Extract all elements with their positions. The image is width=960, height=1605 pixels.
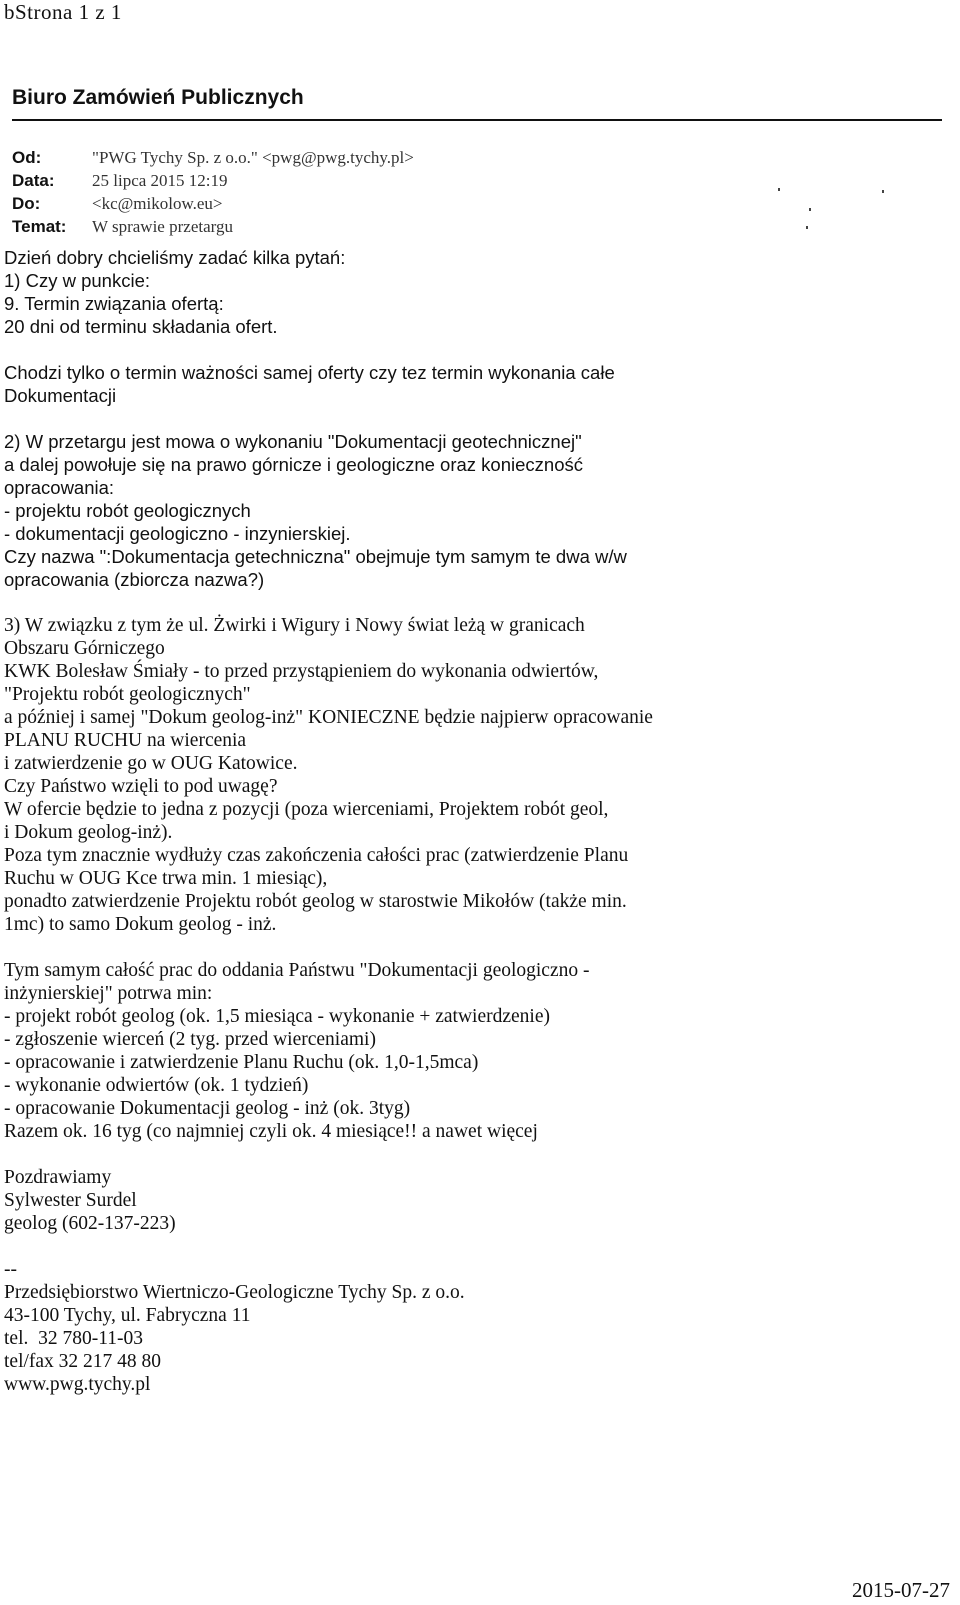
org-title: Biuro Zamówień Publicznych xyxy=(12,86,304,109)
scan-speck xyxy=(806,226,808,229)
page-header: bStrona 1 z 1 xyxy=(4,0,122,24)
body-line: a dalej powołuje się na prawo górnicze i geologiczne oraz konieczność xyxy=(4,454,583,475)
scan-speck xyxy=(882,190,884,193)
body-line: - projektu robót geologicznych xyxy=(4,500,251,521)
body-line: Obszaru Górniczego xyxy=(4,638,165,659)
body-line: 1mc) to samo Dokum geolog - inż. xyxy=(4,914,277,935)
body-line xyxy=(4,936,934,959)
body-line xyxy=(4,407,934,430)
date-value: 25 lipca 2015 12:19 xyxy=(92,171,228,190)
body-line: -- xyxy=(4,1259,17,1280)
from-value: "PWG Tychy Sp. z o.o." <pwg@pwg.tychy.pl> xyxy=(92,148,414,167)
to-label: Do: xyxy=(12,194,41,213)
body-line: Pozdrawiamy xyxy=(4,1167,112,1188)
email-body xyxy=(4,246,934,1396)
body-line: Czy nazwa ":Dokumentacja getechniczna" obejmuje tym samym te dwa w/w xyxy=(4,546,627,567)
body-line: 20 dni od terminu składania ofert. xyxy=(4,316,278,337)
body-line: W ofercie będzie to jedna z pozycji (poza wierceniami, Projektem robót geol, xyxy=(4,799,609,820)
body-line: Razem ok. 16 tyg (co najmniej czyli ok. 4 miesiące!! a nawet więcej xyxy=(4,1121,538,1142)
body-line: - zgłoszenie wierceń (2 tyg. przed wierceniami) xyxy=(4,1029,376,1050)
body-line: www.pwg.tychy.pl xyxy=(4,1374,151,1395)
to-value: <kc@mikolow.eu> xyxy=(92,194,223,213)
body-line: ponadto zatwierdzenie Projektu robót geolog w starostwie Mikołów (także min. xyxy=(4,891,627,912)
body-line: Tym samym całość prac do oddania Państwu "Dokumentacji geologiczno - xyxy=(4,960,590,981)
body-line: - dokumentacji geologiczno - inzynierskiej. xyxy=(4,523,351,544)
body-line: Ruchu w OUG Kce trwa min. 1 miesiąc), xyxy=(4,868,328,889)
to-row xyxy=(12,192,414,215)
from-label: Od: xyxy=(12,148,42,167)
body-line: KWK Bolesław Śmiały - to przed przystąpieniem do wykonania odwiertów, xyxy=(4,661,599,682)
body-line: - opracowanie i zatwierdzenie Planu Ruchu (ok. 1,0-1,5mca) xyxy=(4,1052,479,1073)
body-line: opracowania: xyxy=(4,477,115,498)
subject-value: W sprawie przetargu xyxy=(92,217,233,236)
body-line: Czy Państwo wzięli to pod uwagę? xyxy=(4,776,278,797)
email-header xyxy=(12,146,414,238)
body-line: 1) Czy w punkcie: xyxy=(4,270,150,291)
body-line: 2) W przetargu jest mowa o wykonaniu "Dokumentacji geotechnicznej" xyxy=(4,431,582,452)
subject-label: Temat: xyxy=(12,217,67,236)
body-line: - wykonanie odwiertów (ok. 1 tydzień) xyxy=(4,1075,309,1096)
body-line: i Dokum geolog-inż). xyxy=(4,822,173,843)
body-line: Chodzi tylko o termin ważności samej oferty czy tez termin wykonania całe xyxy=(4,362,615,383)
body-line: - projekt robót geolog (ok. 1,5 miesiąca - wykonanie + zatwierdzenie) xyxy=(4,1006,550,1027)
date-row xyxy=(12,169,414,192)
from-row xyxy=(12,146,414,169)
body-line: "Projektu robót geologicznych" xyxy=(4,684,251,705)
body-line: Dzień dobry chcieliśmy zadać kilka pytań: xyxy=(4,247,346,268)
date-label: Data: xyxy=(12,171,55,190)
body-line: Przedsiębiorstwo Wiertniczo-Geologiczne Tychy Sp. z o.o. xyxy=(4,1282,465,1303)
scan-speck xyxy=(809,208,811,211)
body-line: 9. Termin związania ofertą: xyxy=(4,293,224,314)
body-line xyxy=(4,338,934,361)
body-line xyxy=(4,1143,934,1166)
scan-speck xyxy=(778,188,780,191)
body-line: a później i samej "Dokum geolog-inż" KONIECZNE będzie najpierw opracowanie xyxy=(4,707,653,728)
body-line: tel. 32 780-11-03 xyxy=(4,1328,144,1349)
body-line: tel/fax 32 217 48 80 xyxy=(4,1351,162,1372)
body-line: i zatwierdzenie go w OUG Katowice. xyxy=(4,753,298,774)
body-line: 3) W związku z tym że ul. Żwirki i Wigury i Nowy świat leżą w granicach xyxy=(4,615,585,636)
body-line: Sylwester Surdel xyxy=(4,1190,137,1211)
body-line xyxy=(4,591,934,614)
body-line: Dokumentacji xyxy=(4,385,117,406)
footer-date: 2015-07-27 xyxy=(852,1578,950,1602)
body-line: - opracowanie Dokumentacji geolog - inż (ok. 3tyg) xyxy=(4,1098,411,1119)
body-line xyxy=(4,1235,934,1258)
body-line: geolog (602-137-223) xyxy=(4,1213,176,1234)
body-line: inżynierskiej" potrwa min: xyxy=(4,983,213,1004)
body-line: PLANU RUCHU na wiercenia xyxy=(4,730,247,751)
body-line: opracowania (zbiorcza nazwa?) xyxy=(4,569,265,590)
subject-row xyxy=(12,215,414,238)
body-line: Poza tym znacznie wydłuży czas zakończenia całości prac (zatwierdzenie Planu xyxy=(4,845,629,866)
title-divider xyxy=(12,119,942,121)
body-line: 43-100 Tychy, ul. Fabryczna 11 xyxy=(4,1305,251,1326)
